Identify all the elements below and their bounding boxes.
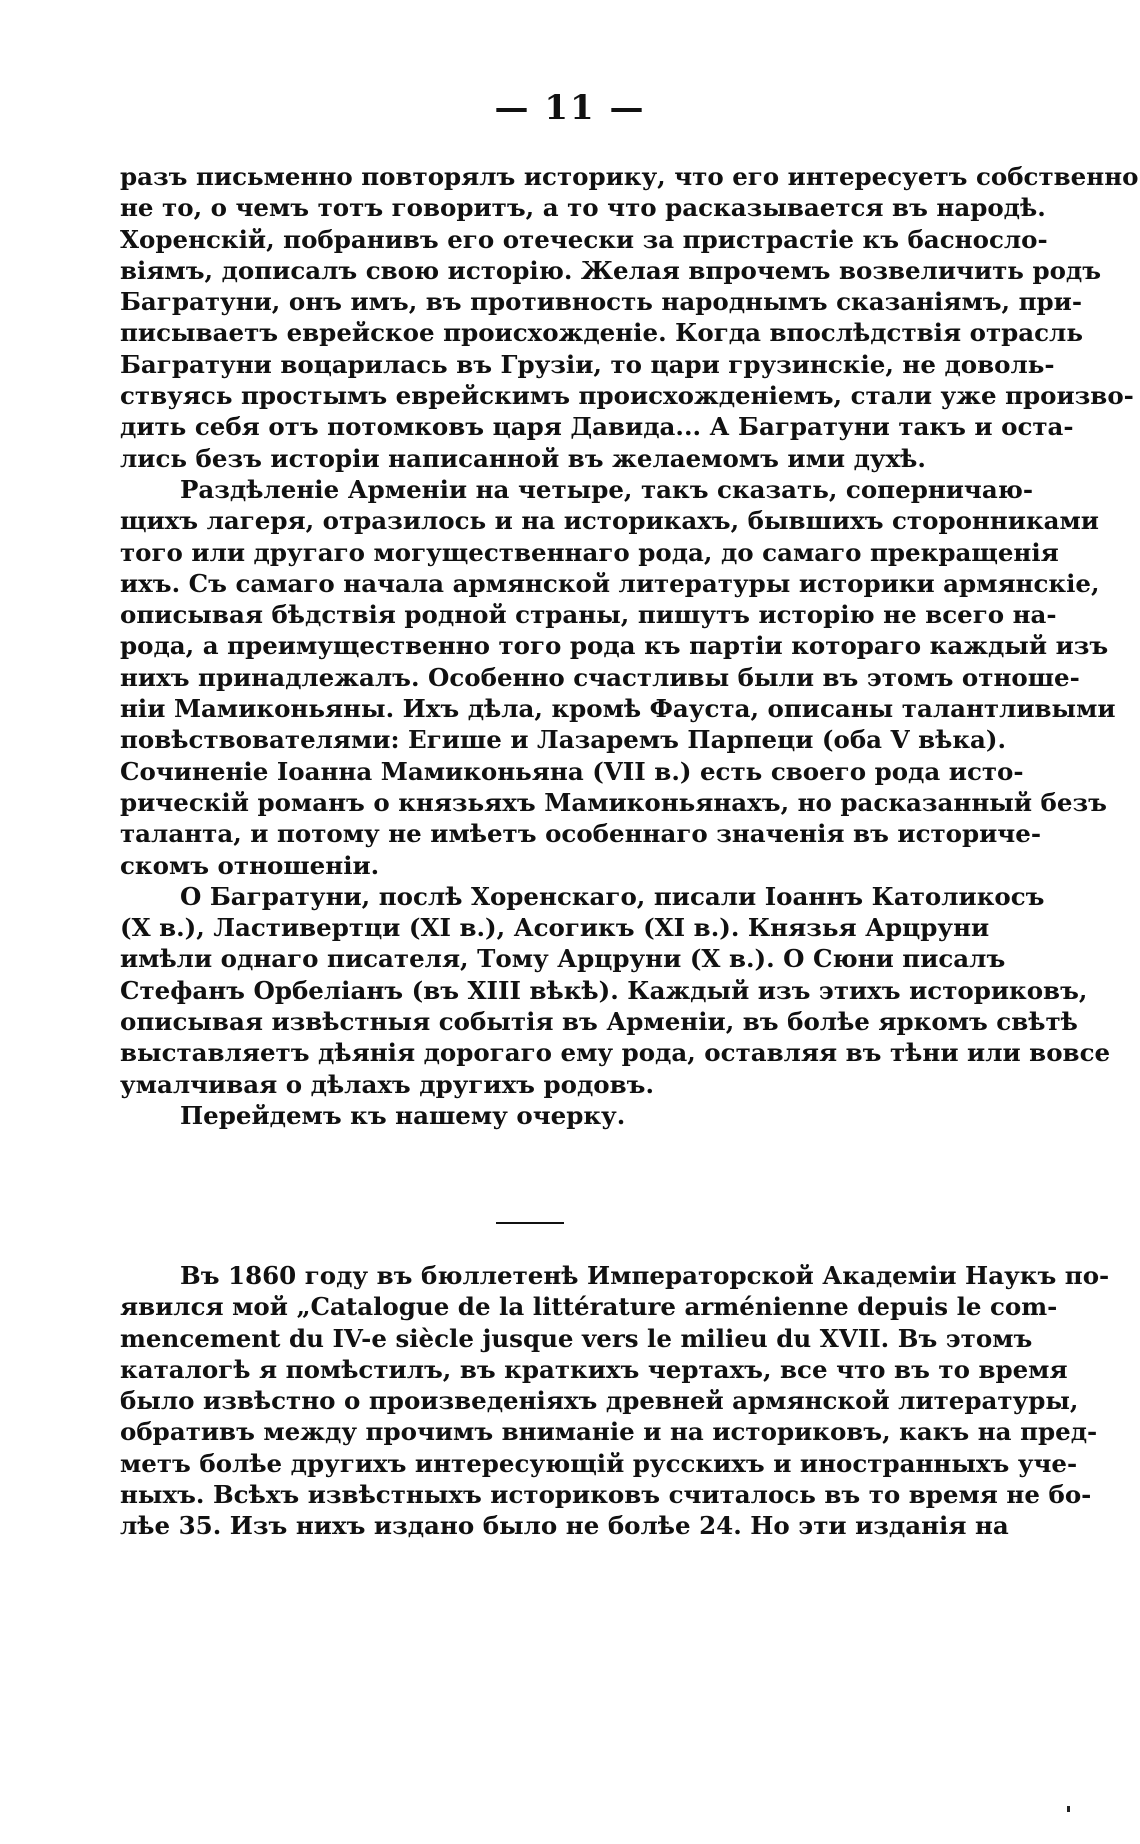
text-line: каталогѣ я помѣстилъ, въ краткихъ чертахъ, все что въ то время (120, 1354, 1068, 1384)
text-line: умалчивая о дѣлахъ другихъ родовъ. (120, 1069, 654, 1099)
text-line: не то, о чемъ тотъ говоритъ, а то что расказывается въ народѣ. (120, 193, 1046, 223)
text-line: обративъ между прочимъ вниманіе и на историковъ, какъ на пред- (120, 1417, 1098, 1447)
text-line: Багратуни, онъ имъ, въ противность народнымъ сказаніямъ, при- (120, 287, 1082, 317)
text-line: таланта, и потому не имѣетъ особеннаго значенія въ историче- (120, 819, 1041, 849)
text-line: ніи Мамиконьяны. Ихъ дѣла, кромѣ Фауста, описаны талантливыми (120, 694, 1116, 724)
text-line: mencement du IV-e siècle jusque vers le milieu du XVII. Въ этомъ (120, 1323, 1033, 1353)
text-line: было извѣстно о произведеніяхъ древней армянской литературы, (120, 1386, 1079, 1416)
page-number: — 11 — (494, 88, 646, 128)
text-line: щихъ лагеря, отразилось и на историкахъ, бывшихъ сторонниками (120, 506, 1099, 536)
text-line: Стефанъ Орбеліанъ (въ XIII вѣкѣ). Каждый изъ этихъ историковъ, (120, 975, 1088, 1005)
text-line: Въ 1860 году въ бюллетенѣ Императорской Академіи Наукъ по- (180, 1261, 1110, 1290)
main-text-top (120, 161, 1139, 1131)
text-line: Перейдемъ къ нашему очерку. (180, 1100, 626, 1130)
text-line: метъ болѣе другихъ интересующій русскихъ и иностранныхъ уче- (120, 1448, 1078, 1478)
section-divider (496, 1222, 564, 1224)
print-speck (1067, 1806, 1070, 1812)
text-line: писываетъ еврейское происхожденіе. Когда впослѣдствія отрасль (120, 318, 1083, 348)
text-line: повѣствователями: Егише и Лазаремъ Парпеци (оба V вѣка). (120, 725, 1007, 755)
text-line: ныхъ. Всѣхъ извѣстныхъ историковъ считалось въ то время не бо- (120, 1480, 1092, 1510)
text-line: выставляетъ дѣянія дорогаго ему рода, оставляя въ тѣни или вовсе (120, 1038, 1111, 1068)
text-line: того или другаго могущественнаго рода, до самаго прекращенія (120, 537, 1059, 567)
text-line: Хоренскій, побранивъ его отечески за пристрастіе къ басносло- (120, 224, 1048, 254)
text-line: скомъ отношеніи. (120, 850, 380, 880)
text-line: (X в.), Ластивертци (XI в.), Асогикъ (XI в.). Князья Арцруни (120, 913, 990, 943)
text-line: дить себя отъ потомковъ царя Давида... А Багратуни такъ и оста- (120, 412, 1074, 442)
text-line: Раздѣленіе Арменіи на четыре, такъ сказать, соперничаю- (180, 474, 1034, 504)
text-line: рическій романъ о князьяхъ Мамиконьянахъ, но расказанный безъ (120, 787, 1107, 817)
text-line: лѣе 35. Изъ нихъ издано было не болѣе 24. Но эти изданія на (120, 1511, 1009, 1541)
text-line: имѣли однаго писателя, Тому Арцруни (X в.). О Сюни писалъ (120, 944, 1006, 974)
text-line: рода, а преимущественно того рода къ партіи котораго каждый изъ (120, 631, 1109, 661)
text-line: описывая бѣдствія родной страны, пишутъ исторію не всего на- (120, 600, 1057, 630)
main-text-bottom (120, 1260, 1110, 1542)
text-line: разъ письменно повторялъ историку, что его интересуетъ собственно (120, 162, 1139, 191)
text-line: ихъ. Съ самаго начала армянской литературы историки армянскіе, (120, 568, 1100, 598)
text-line: віямъ, дописалъ свою исторію. Желая впрочемъ возвеличить родъ (120, 255, 1102, 285)
text-line: ствуясь простымъ еврейскимъ происхожденіемъ, стали уже произво- (120, 381, 1134, 411)
text-line: лись безъ исторіи написанной въ желаемомъ ими духѣ. (120, 443, 926, 473)
text-line: Багратуни воцарилась въ Грузіи, то цари грузинскіе, не доволь- (120, 349, 1055, 379)
text-line: описывая извѣстныя событія въ Арменіи, въ болѣе яркомъ свѣтѣ (120, 1007, 1078, 1037)
text-line: нихъ принадлежалъ. Особенно счастливы были въ этомъ отноше- (120, 662, 1080, 692)
text-line: О Багратуни, послѣ Хоренскаго, писали Іоаннъ Католикосъ (180, 881, 1045, 911)
text-line: Сочиненіе Іоанна Мамиконьяна (VII в.) есть своего рода исто- (120, 756, 1024, 786)
text-line: явился мой „Catalogue de la littérature arménienne depuis le com- (120, 1292, 1058, 1322)
